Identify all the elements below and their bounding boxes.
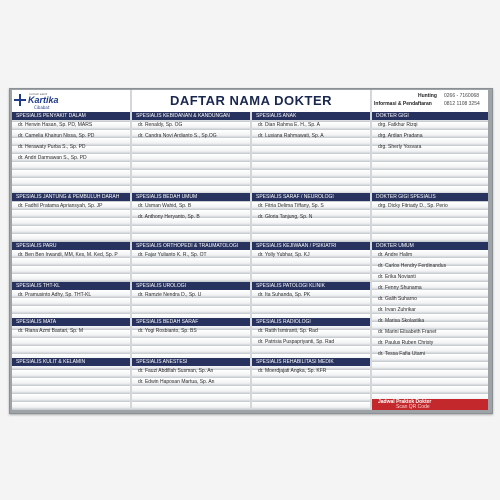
section-header: SPESIALIS REHABILITASI MEDIK [252,358,370,366]
doctor-name: dr. Camelia Khairun Nissa, Sp. PD [18,133,95,139]
section-header: SPESIALIS ORTHOPEDI & TRAUMATOLOGI [132,242,250,250]
doctor-directory-board [12,90,488,410]
section-header: DOKTER GIGI [372,112,488,120]
doctor-name: dr. Riana Azmi Bastari, Sp. M [18,328,84,334]
cross-icon [14,94,26,106]
section-header: SPESIALIS KEJIWAAN / PSIKIATRI [252,242,370,250]
section-header: SPESIALIS JANTUNG & PEMBULUH DARAH [12,193,130,201]
doctor-name: dr. Fauzi Abdillah Susman, Sp. An [138,368,214,374]
doctor-name: dr. Andri Darmawan S., Sp. PD [18,155,87,161]
doctor-name: dr. Fenny Shunama [378,285,422,291]
logo-city: Cibabat [34,105,50,110]
doctor-name: dr. Lusiana Rahmawati, Sp. A [258,133,324,139]
section-header: SPESIALIS PENYAKIT DALAM [12,112,130,120]
doctor-name: dr. Ben Ben Irwandi, MM, Kes, M. Ked, Sp. P [18,252,118,258]
section-header: SPESIALIS UROLOGI [132,282,250,290]
doctor-name: dr. Galih Suharno [378,296,417,302]
doctor-name: dr. Yogi Rosbianto, Sp. BS [138,328,197,334]
section-header: SPESIALIS RADIOLOGI [252,318,370,326]
doctor-name: dr. Gloria Tanjung, Sp. N [258,214,313,220]
doctor-name: dr. Erika Novianti [378,274,416,280]
doctor-name: dr. Pramusinto Adhy, Sp. THT-KL [18,292,92,298]
qr-schedule-banner [372,399,488,410]
doctor-name: dr. Irvan Zuhrikar [378,307,416,313]
hunting-label: Hunting [418,93,437,99]
doctor-name: dr. Yolly Yubhar, Sp. KJ [258,252,310,258]
section-header: SPESIALIS KULIT & KELAMIN [12,358,130,366]
logo-prefix: rumah sakit [29,92,47,96]
doctor-name: dr. Edwin Haposan Martua, Sp. An [138,379,215,385]
doctor-name: dr. Renaldy, Sp. OG [138,122,183,128]
section-header: SPESIALIS THT-KL [12,282,130,290]
doctor-name: dr. Fadhil Pratama Apriansyah, Sp. JP [18,203,103,209]
doctor-name: drg. Fatkhur Rizqi [378,122,418,128]
doctor-name: dr. Usman Wahid, Sp. B [138,203,192,209]
doctor-name: dr. Dian Rahma E. H., Sp. A [258,122,320,128]
doctor-name: dr. Marisa Skolastika [378,318,425,324]
section-header: SPESIALIS BEDAH SARAF [132,318,250,326]
doctor-name: dr. Ita Suhanda, Sp. PK [258,292,311,298]
doctor-name: drg. Dicky Fitriady D., Sp. Perio [378,203,448,209]
doctor-name: dr. Herawaty Purba S., Sp. PD [18,144,86,150]
doctor-name: dr. Ratih Ismiranti, Sp. Rad [258,328,318,334]
doctor-name: dr. Moerdjajati Angka, Sp. KFR [258,368,327,374]
section-header: DOKTER GIGI SPESIALIS [372,193,488,201]
doctor-name: dr. Fitria Delima Tiffany, Sp. S [258,203,324,209]
info-label: Informasi & Pendaftaran [374,101,432,107]
section-header: SPESIALIS BEDAH UMUM [132,193,250,201]
info-number: 0812 1108 3254 [444,101,480,107]
doctor-name: dr. Marini Elisabeth Franet [378,329,437,335]
section-header: SPESIALIS SARAF / NEUROLOGI [252,193,370,201]
doctor-name: dr. Anthony Heryanto, Sp. B [138,214,200,220]
hunting-number: 0266 - 7160068 [444,93,480,99]
doctor-name: dr. Paulus Ruben Christy [378,340,434,346]
doctor-name: drg. Sherly Yosvara [378,144,422,150]
doctor-name: dr. Herwin Hasan, Sp. PD, MARS [18,122,93,128]
doctor-name: dr. Candra Novi Ardianto S., Sp.OG [138,133,217,139]
hospital-logo [12,90,130,112]
section-header: DOKTER UMUM [372,242,488,250]
doctor-name: dr. Carlos Hendry Ferdinandus [378,263,447,269]
doctor-name: dr. Patrisia Puspapriyanti, Sp. Rad [258,339,335,345]
section-header: SPESIALIS KEBIDANAN & KANDUNGAN [132,112,250,120]
doctor-name: dr. Tessa Fafia Utami [378,351,425,357]
board-title: DAFTAR NAMA DOKTER [132,90,370,112]
section-header: SPESIALIS ANAK [252,112,370,120]
doctor-name: dr. Ramzie Nendra D., Sp. U [138,292,202,298]
doctor-name: dr. Andre Halim [378,252,413,258]
section-header: SPESIALIS MATA [12,318,130,326]
doctor-name: dr. Fajar Yulianto K. R., Sp. OT [138,252,207,258]
qr-banner-subtitle: Scan QR Code [396,404,430,410]
contact-panel [372,90,488,112]
section-header: SPESIALIS PARU [12,242,130,250]
qr-banner-title: Jadwal Praktek Dokter [378,399,432,405]
logo-name: Kartika [28,95,59,105]
section-header: SPESIALIS PATOLOGI KLINIK [252,282,370,290]
section-header: SPESIALIS ANESTESI [132,358,250,366]
doctor-name: drg. Ardian Pradana [378,133,423,139]
